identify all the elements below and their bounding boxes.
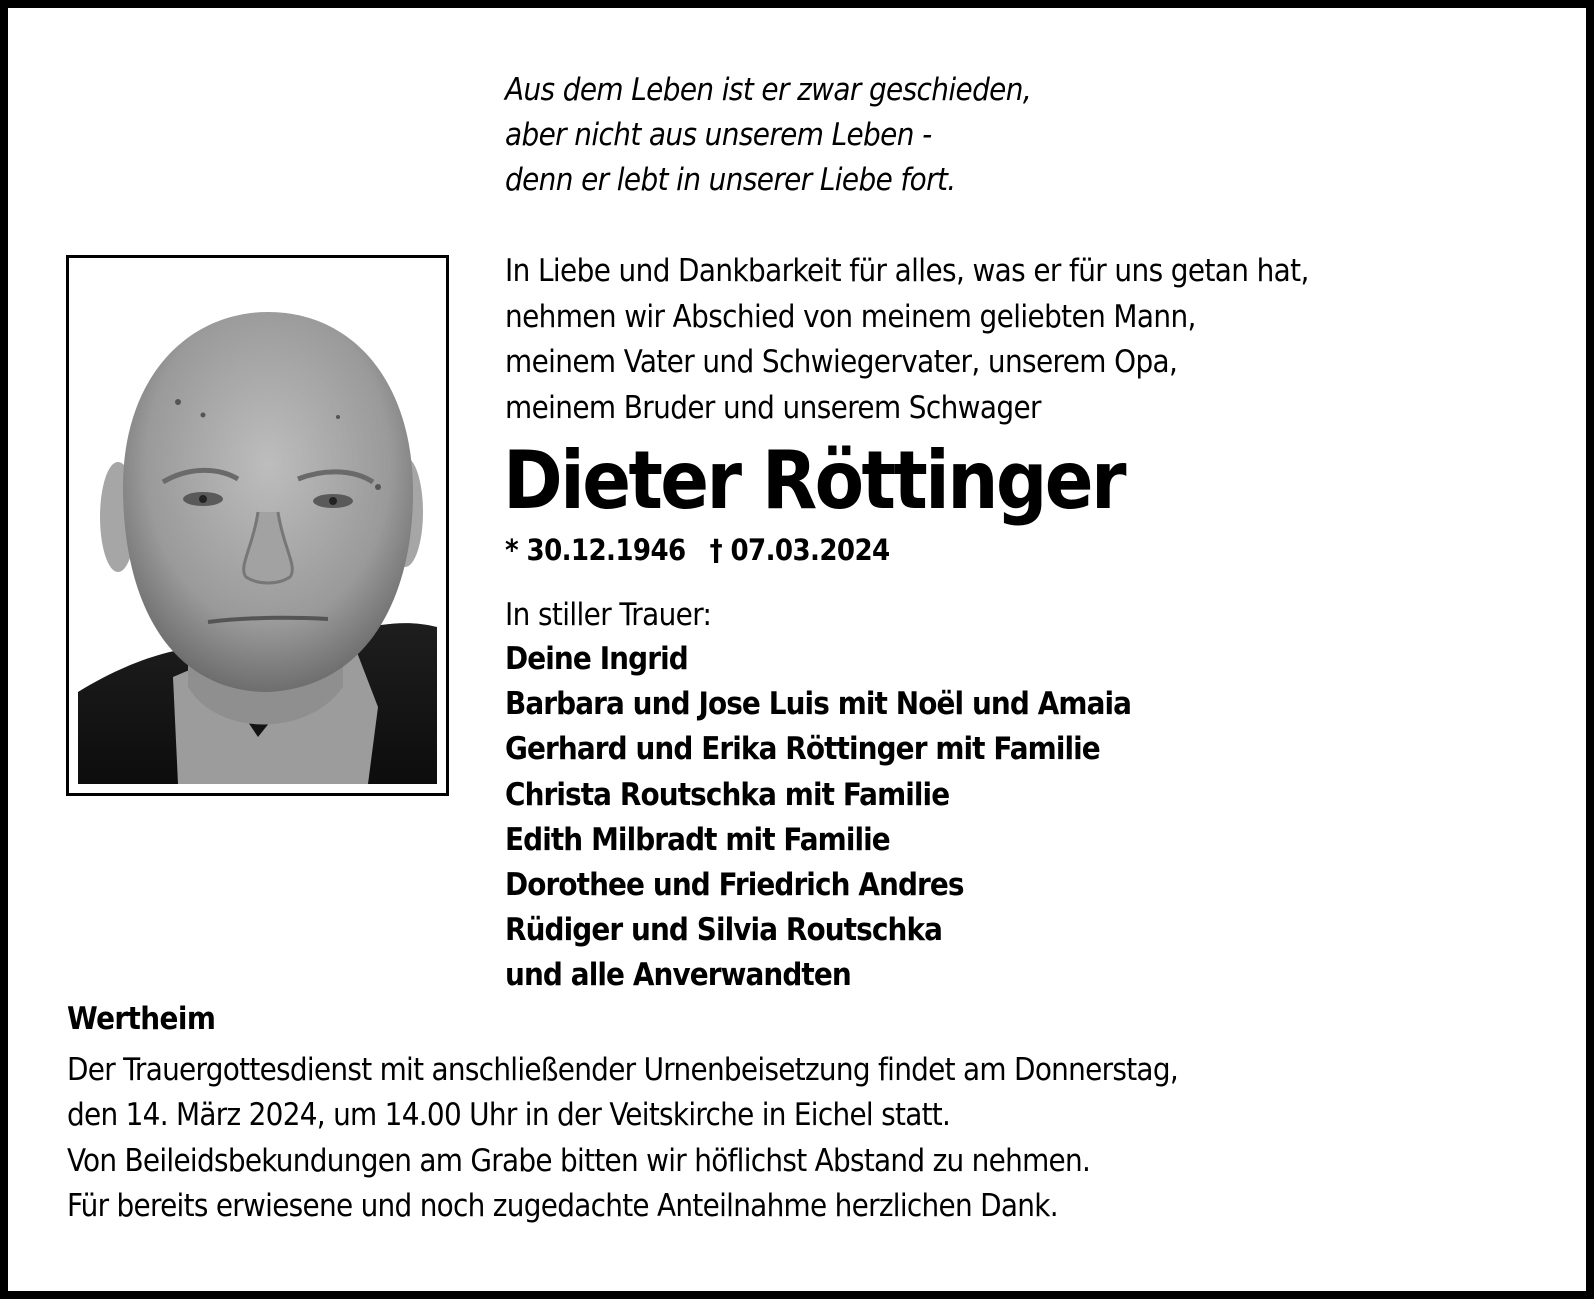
intro-line: meinem Bruder und unserem Schwager [505, 389, 1041, 426]
obituary-notice [8, 8, 1586, 1291]
mourners-list [505, 637, 1131, 999]
mourners-label: In stiller Trauer: [505, 597, 712, 633]
service-details [67, 1048, 1178, 1229]
intro-line: meinem Vater und Schwiegervater, unserem Opa, [505, 344, 1178, 380]
city-name: Wertheim [67, 1001, 216, 1037]
mourner-item: Edith Milbradt mit Familie [505, 821, 890, 858]
mourner-item: Deine Ingrid [505, 641, 688, 677]
portrait-frame [66, 255, 449, 796]
mourner-item: Christa Routschka mit Familie [505, 776, 950, 813]
portrait-photo [78, 267, 437, 784]
service-line: Von Beileidsbekundungen am Grabe bitten wir höflichst Abstand zu nehmen. [67, 1142, 1091, 1179]
birth-date: * 30.12.1946 [505, 533, 686, 567]
portrait-image [78, 267, 437, 784]
intro-line: nehmen wir Abschied von meinem geliebten Mann, [505, 298, 1196, 335]
death-date: † 07.03.2024 [709, 533, 890, 567]
deceased-name: Dieter Röttinger [503, 434, 1124, 527]
farewell-intro [505, 249, 1309, 431]
service-line: den 14. März 2024, um 14.00 Uhr in der Veitskirche in Eichel statt. [67, 1097, 951, 1134]
quote-line: denn er lebt in unserer Liebe fort. [505, 162, 956, 198]
mourner-item: und alle Anverwandten [505, 957, 851, 994]
mourner-item: Gerhard und Erika Röttinger mit Familie [505, 731, 1100, 768]
mourner-item: Dorothee und Friedrich Andres [505, 867, 964, 904]
service-line: Der Trauergottesdienst mit anschließender Urnenbeisetzung findet am Donnerstag, [67, 1052, 1178, 1088]
life-dates [505, 528, 890, 572]
mourner-item: Rüdiger und Silvia Routschka [505, 912, 943, 949]
intro-line: In Liebe und Dankbarkeit für alles, was er für uns getan hat, [505, 253, 1309, 289]
mourner-item: Barbara und Jose Luis mit Noël und Amaia [505, 686, 1132, 723]
memorial-quote [505, 68, 1031, 203]
service-line: Für bereits erwiesene und noch zugedachte Anteilnahme herzlichen Dank. [67, 1187, 1058, 1224]
quote-line: Aus dem Leben ist er zwar geschieden, [505, 72, 1032, 108]
quote-line: aber nicht aus unserem Leben - [505, 117, 932, 153]
